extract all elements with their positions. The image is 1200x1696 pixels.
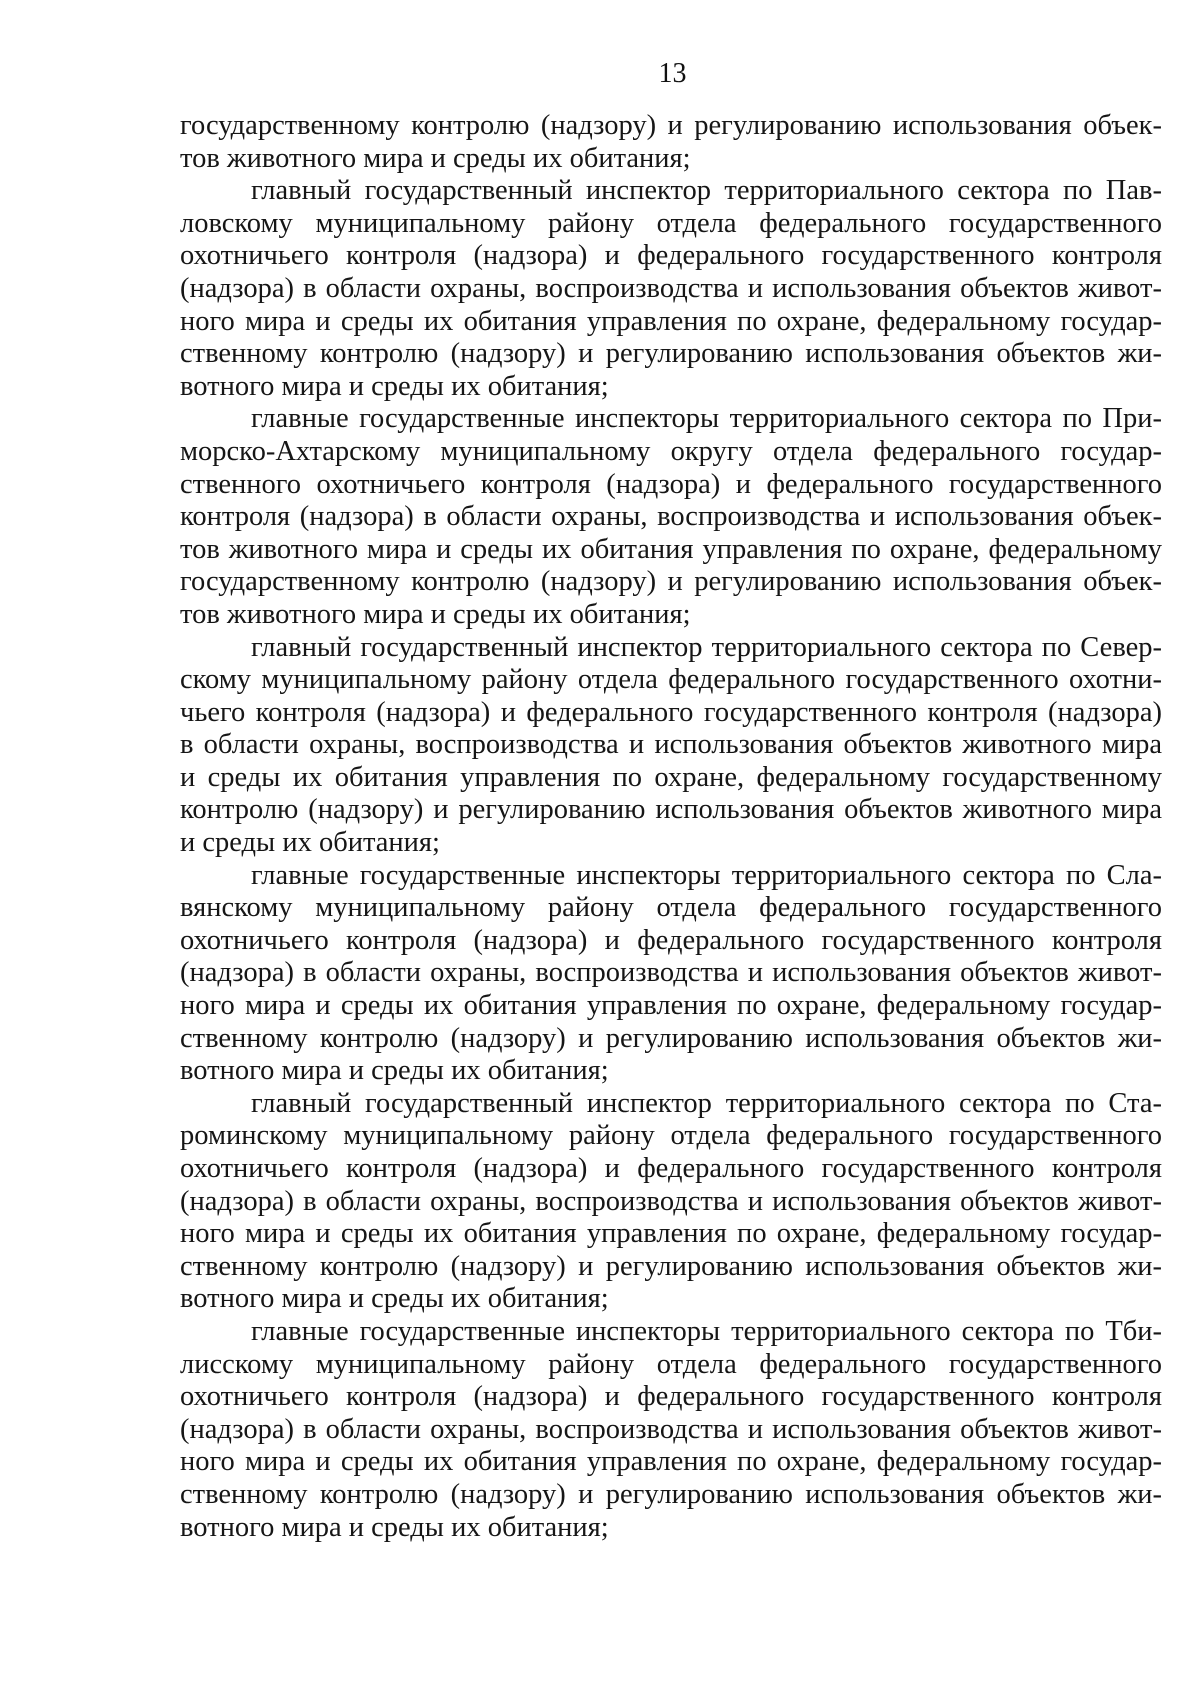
text-line: тов животного мира и среды их обитания; <box>180 142 691 174</box>
text-line: тов животного мира и среды их обитания; <box>180 598 691 630</box>
text-line: вянскому муниципальному району отдела федерального государственного <box>180 892 1162 924</box>
text-line: вотного мира и среды их обитания; <box>180 1055 609 1087</box>
paragraph-first-line: главный государственный инспектор территориального сектора по Север- <box>251 631 1162 663</box>
text-line: и среды их обитания; <box>180 827 440 859</box>
text-line: ственному контролю (надзору) и регулированию использования объектов жи- <box>180 1478 1162 1510</box>
text-line: тов животного мира и среды их обитания управления по охране, федеральному <box>180 533 1162 565</box>
text-line: ного мира и среды их обитания управления по охране, федеральному государ- <box>180 305 1162 337</box>
text-line: ственному контролю (надзору) и регулированию использования объектов жи- <box>180 1022 1162 1054</box>
paragraph-first-line: главные государственные инспекторы территориального сектора по При- <box>251 403 1162 435</box>
paragraph-first-line: главные государственные инспекторы территориального сектора по Тби- <box>251 1315 1162 1347</box>
text-line: охотничьего контроля (надзора) и федерального государственного контроля <box>180 1153 1162 1184</box>
text-line: вотного мира и среды их обитания; <box>180 1283 609 1315</box>
document-body <box>180 110 1162 1544</box>
text-line: ного мира и среды их обитания управления по охране, федеральному государ- <box>180 990 1162 1022</box>
page-number: 13 <box>658 58 687 89</box>
text-line: охотничьего контроля (надзора) и федерального государственного контроля <box>180 240 1162 272</box>
text-line: (надзора) в области охраны, воспроизводства и использования объектов живот- <box>180 1413 1162 1445</box>
text-line: контролю (надзору) и регулированию использования объектов животного мира <box>180 794 1162 826</box>
paragraph-first-line: главные государственные инспекторы территориального сектора по Сла- <box>251 859 1162 891</box>
text-line: ственному контролю (надзору) и регулированию использования объектов жи- <box>180 1250 1162 1282</box>
text-line: ного мира и среды их обитания управления по охране, федеральному государ- <box>180 1218 1162 1250</box>
text-line: государственному контролю (надзору) и регулированию использования объек- <box>180 110 1162 141</box>
text-line: вотного мира и среды их обитания; <box>180 1511 609 1543</box>
text-line: (надзора) в области охраны, воспроизводства и использования объектов живот- <box>180 272 1162 304</box>
text-line: контроля (надзора) в области охраны, воспроизводства и использования объек- <box>180 501 1162 533</box>
text-line: ственного охотничьего контроля (надзора) и федерального государственного <box>180 468 1162 500</box>
text-line: морско-Ахтарскому муниципальному округу отдела федерального государ- <box>180 435 1162 467</box>
text-line: государственному контролю (надзору) и регулированию использования объек- <box>180 566 1162 598</box>
paragraph-first-line: главный государственный инспектор территориального сектора по Ста- <box>251 1087 1162 1119</box>
text-line: охотничьего контроля (надзора) и федерального государственного контроля <box>180 924 1162 956</box>
text-line: в области охраны, воспроизводства и использования объектов животного мира <box>180 729 1162 761</box>
text-line: (надзора) в области охраны, воспроизводства и использования объектов живот- <box>180 957 1162 989</box>
text-line: охотничьего контроля (надзора) и федерального государственного контроля <box>180 1381 1162 1413</box>
text-line: вотного мира и среды их обитания; <box>180 370 609 402</box>
text-line: роминскому муниципальному району отдела федерального государственного <box>180 1120 1162 1152</box>
text-line: ственному контролю (надзору) и регулированию использования объектов жи- <box>180 338 1162 370</box>
paragraph-first-line: главный государственный инспектор территориального сектора по Пав- <box>251 175 1162 207</box>
text-line: скому муниципальному району отдела федерального государственного охотни- <box>180 664 1162 696</box>
text-line: ловскому муниципальному району отдела федерального государственного <box>180 207 1162 239</box>
text-line: и среды их обитания управления по охране, федеральному государственному <box>180 761 1162 793</box>
text-line: (надзора) в области охраны, воспроизводства и использования объектов живот- <box>180 1185 1162 1217</box>
text-line: лисскому муниципальному району отдела федерального государственного <box>180 1348 1162 1380</box>
text-line: чьего контроля (надзора) и федерального государственного контроля (надзора) <box>180 696 1162 728</box>
text-line: ного мира и среды их обитания управления по охране, федеральному государ- <box>180 1446 1162 1478</box>
